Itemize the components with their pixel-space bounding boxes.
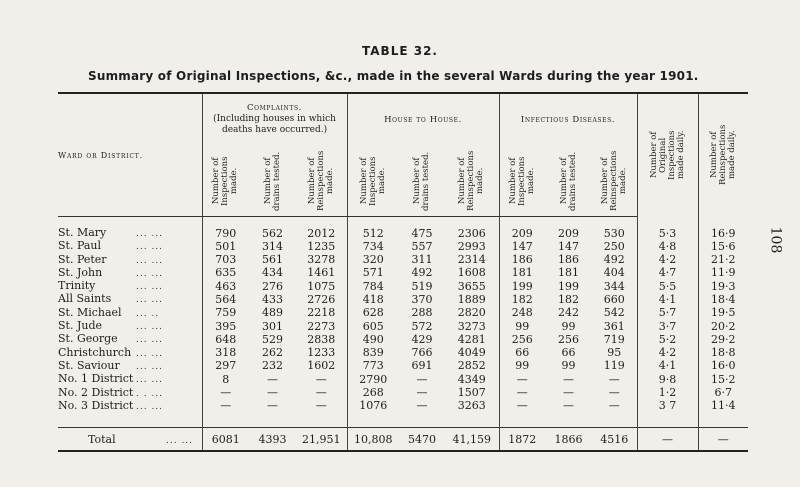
- value-cell: —: [499, 387, 545, 400]
- value-cell: 4·1: [637, 293, 698, 306]
- ward-cell: [58, 293, 202, 306]
- leader-dots: ... ..: [136, 308, 160, 319]
- ward-cell: [58, 333, 202, 346]
- ward-cell: [58, 254, 202, 267]
- value-cell: 4349: [457, 372, 486, 386]
- value-cell: 5·5: [637, 280, 698, 293]
- original-daily-header: [637, 93, 698, 217]
- value-cell: 199: [499, 280, 545, 293]
- value-cell: 628: [347, 307, 399, 320]
- ward-cell: [58, 373, 202, 386]
- value-cell: 1076: [347, 400, 399, 413]
- value-cell: 784: [347, 280, 399, 293]
- infectious-drains-header: Number of drains tested.: [545, 146, 592, 217]
- value-cell: 186: [499, 254, 545, 267]
- value-cell: 773: [347, 360, 399, 373]
- complaints-group-header: [202, 93, 347, 146]
- total-row: [58, 428, 748, 452]
- value-cell: 4281: [457, 332, 486, 346]
- value-cell: 605: [347, 320, 399, 333]
- value-cell: 344: [603, 279, 625, 293]
- ward-cell: [58, 347, 202, 360]
- ward-name: St. Paul: [58, 239, 102, 253]
- ward-cell: [58, 240, 202, 253]
- value-cell: 2306: [457, 226, 486, 240]
- ward-cell: [58, 320, 202, 333]
- value-cell: 16·0: [698, 360, 748, 373]
- ward-name: No. 2 District: [58, 385, 134, 399]
- house-reinspections-header: Number of Reinspections made.: [445, 146, 499, 217]
- leader-dots: ... ...: [136, 282, 164, 293]
- value-cell: 41,159: [452, 432, 492, 446]
- value-cell: 99: [561, 319, 576, 333]
- value-cell: 557: [411, 239, 433, 253]
- value-cell: —: [499, 373, 545, 386]
- value-cell: 2314: [457, 253, 486, 267]
- value-cell: 1507: [457, 386, 486, 400]
- ward-name: St. George: [58, 332, 118, 346]
- value-cell: 262: [262, 346, 283, 360]
- value-cell: —: [267, 372, 278, 386]
- value-cell: 297: [202, 360, 249, 373]
- table-row: [58, 320, 748, 333]
- value-cell: 691: [411, 359, 433, 373]
- value-cell: 21,951: [302, 432, 341, 446]
- leader-dots: ... ...: [136, 361, 164, 372]
- value-cell: 564: [202, 293, 249, 306]
- value-cell: —: [315, 372, 327, 386]
- value-cell: 6·7: [698, 387, 748, 400]
- value-cell: 232: [262, 359, 283, 373]
- value-cell: 370: [411, 292, 433, 306]
- complaints-reinspections-header: Number of Reinspections made.: [296, 146, 347, 217]
- table-row: [58, 373, 748, 386]
- value-cell: 20·2: [698, 320, 748, 333]
- spacer-row: [58, 413, 748, 428]
- ward-cell: [58, 360, 202, 373]
- value-cell: 4516: [600, 432, 629, 446]
- value-cell: 250: [603, 239, 625, 253]
- house-inspections-header: Number of Inspections made.: [347, 146, 399, 217]
- value-cell: 2790: [347, 373, 399, 386]
- ward-name: Total: [88, 432, 116, 446]
- value-cell: 320: [347, 254, 399, 267]
- value-cell: —: [608, 399, 620, 413]
- value-cell: 571: [347, 267, 399, 280]
- value-cell: 4·2: [637, 254, 698, 267]
- value-cell: —: [315, 386, 327, 400]
- value-cell: 2726: [307, 292, 336, 306]
- value-cell: 490: [347, 333, 399, 346]
- value-cell: —: [499, 400, 545, 413]
- ward-column-header: Ward or District.: [58, 93, 202, 217]
- value-cell: 2218: [307, 306, 336, 320]
- value-cell: 288: [411, 306, 433, 320]
- leader-dots: ... ...: [136, 335, 164, 346]
- value-cell: 1889: [457, 292, 486, 306]
- value-cell: 181: [499, 267, 545, 280]
- value-cell: 519: [411, 279, 433, 293]
- value-cell: 10,808: [347, 428, 399, 452]
- value-cell: 4049: [457, 346, 486, 360]
- value-cell: 512: [347, 227, 399, 240]
- ward-name: St. Saviour: [58, 358, 120, 372]
- table-row: [58, 293, 748, 306]
- table-row: [58, 333, 748, 346]
- value-cell: —: [698, 428, 748, 452]
- value-cell: —: [563, 372, 575, 386]
- table-row: [58, 347, 748, 360]
- value-cell: 660: [603, 292, 625, 306]
- value-cell: —: [202, 400, 249, 413]
- value-cell: 248: [499, 307, 545, 320]
- value-cell: 1866: [554, 432, 583, 446]
- value-cell: 66: [561, 346, 576, 360]
- value-cell: 318: [202, 347, 249, 360]
- value-cell: 429: [411, 332, 433, 346]
- value-cell: 6081: [202, 428, 249, 452]
- value-cell: 734: [347, 240, 399, 253]
- ward-cell: [58, 400, 202, 413]
- house-to-house-group-header: House to House.: [347, 93, 499, 146]
- value-cell: 5·7: [637, 307, 698, 320]
- value-cell: —: [416, 372, 428, 386]
- value-cell: 839: [347, 347, 399, 360]
- value-cell: 529: [262, 332, 283, 346]
- value-cell: 759: [202, 307, 249, 320]
- ward-name: Christchurch: [58, 345, 132, 359]
- value-cell: —: [608, 372, 620, 386]
- value-cell: 199: [558, 279, 580, 293]
- value-cell: 3 7: [637, 400, 698, 413]
- value-cell: 15·2: [698, 373, 748, 386]
- value-cell: 492: [411, 266, 433, 280]
- value-cell: 530: [603, 226, 625, 240]
- ward-name: Trinity: [58, 279, 96, 293]
- value-cell: 4·1: [637, 360, 698, 373]
- value-cell: 703: [202, 254, 249, 267]
- value-cell: 4393: [258, 432, 287, 446]
- reinspections-daily-label: Number of Reinspections made daily.: [708, 125, 737, 186]
- value-cell: —: [563, 386, 575, 400]
- value-cell: 572: [411, 319, 433, 333]
- value-cell: 182: [558, 292, 580, 306]
- infectious-diseases-group-header: Infectious Diseases.: [499, 93, 637, 146]
- value-cell: —: [637, 428, 698, 452]
- value-cell: 182: [499, 293, 545, 306]
- page-number: 108: [767, 226, 784, 254]
- value-cell: 99: [499, 360, 545, 373]
- value-cell: —: [416, 399, 428, 413]
- value-cell: 561: [262, 253, 283, 267]
- leader-dots: ... ...: [136, 401, 164, 412]
- leader-dots: ... ...: [136, 255, 164, 266]
- value-cell: 648: [202, 333, 249, 346]
- value-cell: 492: [603, 253, 625, 267]
- value-cell: 5·2: [637, 333, 698, 346]
- leader-dots: ... ...: [136, 268, 164, 279]
- table-row: [58, 240, 748, 253]
- value-cell: 790: [202, 227, 249, 240]
- value-cell: 361: [603, 319, 625, 333]
- value-cell: —: [608, 386, 620, 400]
- table-row: [58, 254, 748, 267]
- value-cell: 4·2: [637, 347, 698, 360]
- value-cell: 3655: [457, 279, 486, 293]
- value-cell: 766: [411, 346, 433, 360]
- ward-name: No. 1 District: [58, 372, 134, 386]
- value-cell: 3263: [457, 399, 486, 413]
- value-cell: 1872: [499, 428, 545, 452]
- ward-cell: [58, 267, 202, 280]
- value-cell: 635: [202, 267, 249, 280]
- value-cell: 11·4: [698, 400, 748, 413]
- complaints-inspections-header: Number of Inspections made.: [202, 146, 249, 217]
- reinspections-daily-header: [698, 93, 748, 217]
- value-cell: 1·2: [637, 387, 698, 400]
- value-cell: 19·5: [698, 307, 748, 320]
- value-cell: 404: [603, 266, 625, 280]
- value-cell: 99: [561, 359, 576, 373]
- value-cell: 15·6: [698, 240, 748, 253]
- ward-cell: [58, 428, 202, 452]
- ward-name: St. Peter: [58, 252, 107, 266]
- value-cell: 209: [499, 227, 545, 240]
- table-row: [58, 360, 748, 373]
- ward-name: St. John: [58, 265, 103, 279]
- value-cell: 11·9: [698, 267, 748, 280]
- complaints-drains-header: Number of drains tested.: [249, 146, 296, 217]
- complaints-title: Complaints.: [247, 103, 302, 114]
- value-cell: 562: [262, 226, 283, 240]
- value-cell: —: [416, 386, 428, 400]
- value-cell: 99: [499, 320, 545, 333]
- value-cell: 1075: [307, 279, 336, 293]
- table-number: TABLE 32.: [362, 44, 438, 58]
- value-cell: 18·4: [698, 293, 748, 306]
- value-cell: 489: [262, 306, 283, 320]
- value-cell: 3·7: [637, 320, 698, 333]
- value-cell: 21·2: [698, 254, 748, 267]
- value-cell: —: [315, 399, 327, 413]
- table-row: [58, 307, 748, 320]
- value-cell: 29·2: [698, 333, 748, 346]
- value-cell: 4·8: [637, 240, 698, 253]
- value-cell: 18·8: [698, 347, 748, 360]
- complaints-subtitle: (Including houses in which deaths have occurred.): [213, 114, 336, 136]
- leader-dots: . . ...: [136, 388, 164, 399]
- value-cell: 4·7: [637, 267, 698, 280]
- value-cell: 433: [262, 292, 283, 306]
- value-cell: 395: [202, 320, 249, 333]
- infectious-inspections-header: Number of Inspections made.: [499, 146, 545, 217]
- value-cell: 8: [202, 373, 249, 386]
- ward-cell: [58, 307, 202, 320]
- original-daily-label: Number of Original Inspections made daily.: [648, 130, 686, 181]
- value-cell: 147: [499, 240, 545, 253]
- leader-dots: ... ...: [136, 375, 164, 386]
- value-cell: 119: [603, 359, 625, 373]
- leader-dots: ... ...: [166, 435, 194, 446]
- table-row: [58, 227, 748, 240]
- house-drains-header: Number of drains tested.: [399, 146, 445, 217]
- table-row: [58, 267, 748, 280]
- value-cell: —: [563, 399, 575, 413]
- value-cell: 2012: [307, 226, 336, 240]
- leader-dots: ... ...: [136, 348, 164, 359]
- ward-name: St. Jude: [58, 319, 102, 333]
- value-cell: 2273: [307, 319, 336, 333]
- ward-name: No. 3 District: [58, 398, 134, 412]
- value-cell: 1461: [307, 266, 336, 280]
- value-cell: 434: [262, 266, 283, 280]
- ward-name: St. Michael: [58, 305, 122, 319]
- value-cell: 311: [411, 253, 433, 267]
- ward-name: All Saints: [58, 292, 112, 306]
- value-cell: 719: [603, 332, 625, 346]
- value-cell: 3278: [307, 253, 336, 267]
- value-cell: 542: [603, 306, 625, 320]
- value-cell: —: [267, 399, 278, 413]
- value-cell: 256: [499, 333, 545, 346]
- value-cell: 1235: [307, 239, 336, 253]
- value-cell: 9·8: [637, 373, 698, 386]
- leader-dots: ... ...: [136, 229, 164, 239]
- value-cell: 2852: [457, 359, 486, 373]
- inspections-table: [58, 92, 748, 452]
- ward-cell: [58, 387, 202, 400]
- value-cell: 3273: [457, 319, 486, 333]
- value-cell: 1233: [307, 346, 336, 360]
- leader-dots: ... ...: [136, 322, 164, 333]
- value-cell: 501: [202, 240, 249, 253]
- value-cell: —: [267, 386, 278, 400]
- value-cell: 2838: [307, 332, 336, 346]
- value-cell: 181: [558, 266, 580, 280]
- value-cell: 209: [558, 226, 580, 240]
- value-cell: 95: [607, 346, 622, 360]
- value-cell: 5·3: [637, 227, 698, 240]
- value-cell: 16·9: [698, 227, 748, 240]
- value-cell: 186: [558, 253, 580, 267]
- ward-name: St. Mary: [58, 226, 107, 239]
- leader-dots: ... ...: [136, 242, 164, 253]
- table-row: [58, 400, 748, 413]
- leader-dots: ... ...: [136, 295, 164, 306]
- ward-cell: [58, 227, 202, 240]
- value-cell: —: [202, 387, 249, 400]
- value-cell: 2820: [457, 306, 486, 320]
- value-cell: 19·3: [698, 280, 748, 293]
- table-title: Summary of Original Inspections, &c., made in the several Wards during the year 1901.: [88, 69, 699, 83]
- value-cell: 301: [262, 319, 283, 333]
- table-row: [58, 280, 748, 293]
- value-cell: 5470: [408, 432, 437, 446]
- value-cell: 475: [411, 226, 433, 240]
- value-cell: 256: [558, 332, 580, 346]
- value-cell: 2993: [457, 239, 486, 253]
- value-cell: 147: [558, 239, 580, 253]
- ward-cell: [58, 280, 202, 293]
- value-cell: 276: [262, 279, 283, 293]
- value-cell: 418: [347, 293, 399, 306]
- value-cell: 314: [262, 239, 283, 253]
- value-cell: 1602: [307, 359, 336, 373]
- value-cell: 66: [499, 347, 545, 360]
- value-cell: 242: [558, 306, 580, 320]
- infectious-reinspections-header: Number of Reinspections made.: [592, 146, 637, 217]
- value-cell: 268: [347, 387, 399, 400]
- value-cell: 463: [202, 280, 249, 293]
- value-cell: 1608: [457, 266, 486, 280]
- table-row: [58, 387, 748, 400]
